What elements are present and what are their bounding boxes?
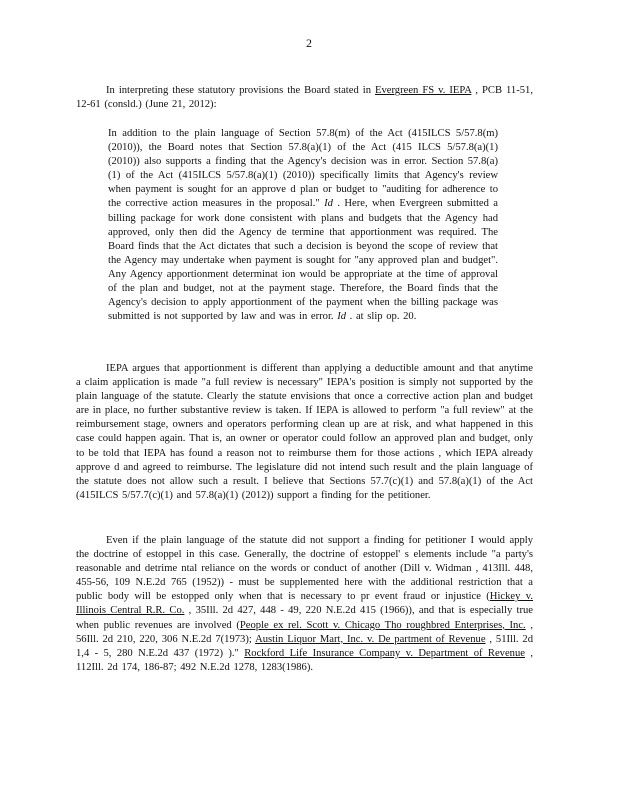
paragraph-estoppel-text-b: , 35Ill. 2d 427, 448 - 49, 220 N.E.2d 415 (1966)), and that is especially true when public revenues are involved ( [76, 605, 533, 631]
paragraph-intro [76, 84, 533, 112]
paragraph-intro-text-a: In interpreting these statutory provisions the Board stated in [106, 85, 375, 96]
block-quote-text-a: In addition to the plain language of Section 57.8(m) of the Act (415ILCS 5/57.8(m) (2010)), the Board notes that Section 57.8(a)(1) of the Act (415 ILCS 5/57.8(a)(1) (2010)) also supports a finding that the Agency's decision was in error. Section 57.8(a)(1) of the Act (415ILCS 5/57.8(a)(1) (2010)) specifically limits that Agency's review when payment is sought for an approve d plan or budget to "auditing for adherence to the corrective action measures in the proposal." [108, 128, 498, 210]
paragraph-estoppel-text-d: , 51Ill. 2d 1,4 - 5, 280 N.E.2d 437 (1972) )." [76, 633, 533, 659]
paragraph-iepa-argument: IEPA argues that apportionment is different than applying a deductible amount and that anytime a claim application is made "a full review is necessary" IEPA's position is simply not supported by the plain language of the statute. Clearly the statute envisions that once a corrective action plan and budget are in place, no further substantive review is taken. If IEPA is allowed to perform "a full review" at the reimbursement stage, owners and operators performing clean up are at risk, and what happened in this case could happen again. That is, an owner or operator could follow an approved plan and budget, only to be told that IEPA has found a reason not to reimburse them for those actions , which IEPA already approve d and agreed to reimburse. The legislature did not intend such result and the plain language of the statute does not allow such a result. I believe that Sections 57.7(c)(1) and 57.8(a)(1) of the Act (415ILCS 5/57.7(c)(1) and 57.8(a)(1) (2012)) support a finding for the petitioner. [76, 363, 533, 501]
block-quote-text-c: . at slip op. 20. [346, 311, 417, 323]
case-citation-evergreen: Evergreen FS v. IEPA [375, 85, 472, 96]
case-citation-rockford-life: Rockford Life Insurance Company v. Department of Revenue [244, 647, 525, 659]
paragraph-estoppel-text-e: , 112Ill. 2d 174, 186-87; 492 N.E.2d 1278, 1283(1986). [76, 647, 534, 673]
paragraph-intro-text-b: , PCB 11-51, 12-61 (consld.) (June 21, 2012): [76, 85, 533, 111]
block-quote-id-1: Id [324, 198, 333, 210]
paragraph-estoppel [76, 534, 533, 675]
case-citation-people-scott: People ex rel. Scott v. Chicago Tho roughbred Enterprises, Inc. [239, 619, 526, 631]
paragraph-estoppel-text-c: , 56Ill. 2d 210, 220, 306 N.E.2d 7(1973); [76, 619, 533, 645]
case-citation-hickey: Hickey v. Illinois Central R.R. Co. [76, 591, 533, 617]
case-citation-austin-liquor: Austin Liquor Mart, Inc. v. De partment of Revenue [255, 633, 486, 645]
block-quote-text-b: . Here, when Evergreen submitted a billing package for work done consistent with plans and budgets that the Agency had approved, only then did the Agency de termine that apportionment was required. The Board finds that the Act dictates that such a decision is beyond the scope of review that the Agency may undertake when payment is sought for "any approved plan and budget". Any Agency apportionment determinat ion would be appropriate at the time of approval of the plan and budget, not at the payment stage. Therefore, the Board finds that the Agency's decision to apply apportionment of the payment when the billing package was submitted is not supported by law and was in error. [108, 198, 498, 323]
block-quote [108, 127, 498, 324]
block-quote-id-2: Id [337, 311, 347, 323]
paragraph-estoppel-text-a: Even if the plain language of the statute did not support a finding for petitioner I would apply the doctrine of estoppel in this case. Generally, the doctrine of estoppel' s elements include "a party's reasonable and detrime ntal reliance on the words or conduct of another (Dill v. Widman , 413Ill. 448, 455-56, 109 N.E.2d 765 (1952)) - must be supplemented here with the additional restriction that a public body will be estopped only when that is necessary to pr event fraud or injustice ( [76, 535, 533, 603]
page-number: 2 [306, 36, 312, 50]
